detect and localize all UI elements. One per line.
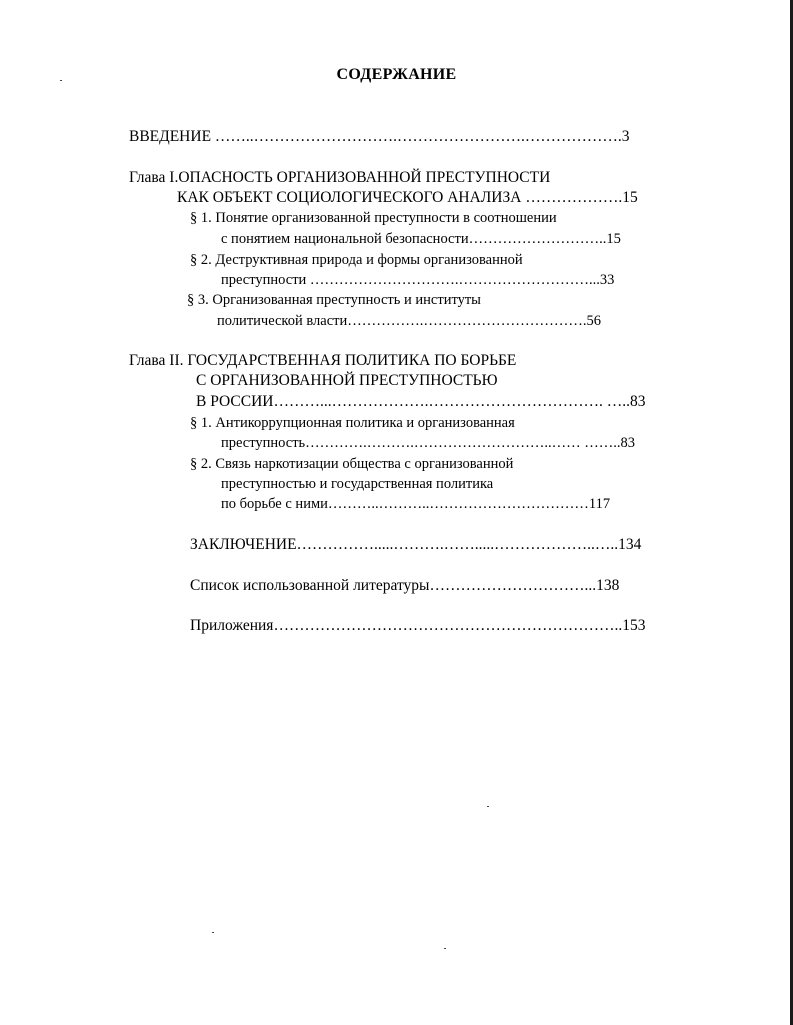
- toc-section-1-3: § 3. Организованная преступность и институты: [187, 292, 481, 308]
- toc-section-1-2: § 2. Деструктивная природа и формы организованной: [190, 252, 523, 268]
- toc-title: СОДЕРЖАНИЕ: [336, 66, 457, 83]
- toc-section-1-3-cont: политической власти…………….…………………………….56: [217, 313, 601, 329]
- toc-chapter-1-title: Глава I.ОПАСНОСТЬ ОРГАНИЗОВАННОЙ ПРЕСТУПНОСТИ: [129, 169, 551, 186]
- toc-section-1-1-cont: с понятием национальной безопасности………………………..15: [221, 231, 621, 247]
- scan-speck: [444, 948, 446, 949]
- toc-section-2-2-page: по борьбе с ними………..………..……………………………117: [221, 496, 611, 512]
- scan-speck: [487, 806, 489, 807]
- toc-chapter-2-title: Глава II. ГОСУДАРСТВЕННАЯ ПОЛИТИКА ПО БОРЬБЕ: [129, 352, 517, 369]
- toc-section-2-2: § 2. Связь наркотизации общества с организованной: [190, 456, 514, 472]
- toc-chapter-2-title-cont: С ОРГАНИЗОВАННОЙ ПРЕСТУПНОСТЬЮ: [196, 372, 498, 389]
- scan-speck: [212, 932, 214, 933]
- toc-section-1-2-cont: преступности ………………………….………………………...33: [221, 272, 615, 288]
- toc-section-1-1: § 1. Понятие организованной преступности в соотношении: [190, 210, 557, 226]
- toc-entry-appendix: Приложения…………………………………………………………..153: [190, 617, 646, 634]
- toc-entry-references: Список использованной литературы…………………………...138: [190, 577, 620, 594]
- toc-chapter-2-title-page: В РОССИИ………...……………….……………………………. …..83: [196, 393, 646, 410]
- toc-section-2-1: § 1. Антикоррупционная политика и организованная: [190, 415, 515, 431]
- toc-chapter-1-title-cont: КАК ОБЪЕКТ СОЦИОЛОГИЧЕСКОГО АНАЛИЗА ……………….15: [177, 189, 638, 206]
- toc-entry-conclusion: ЗАКЛЮЧЕНИЕ…………….....……….…….....………………..…..134: [190, 536, 642, 553]
- toc-section-2-1-cont: преступность………….……….………………………..…… ……..83: [221, 435, 636, 451]
- toc-section-2-2-cont: преступностью и государственная политика: [221, 476, 494, 492]
- toc-entry-introduction: ВВЕДЕНИЕ ……..……………………….…………………….……………….3: [129, 128, 630, 145]
